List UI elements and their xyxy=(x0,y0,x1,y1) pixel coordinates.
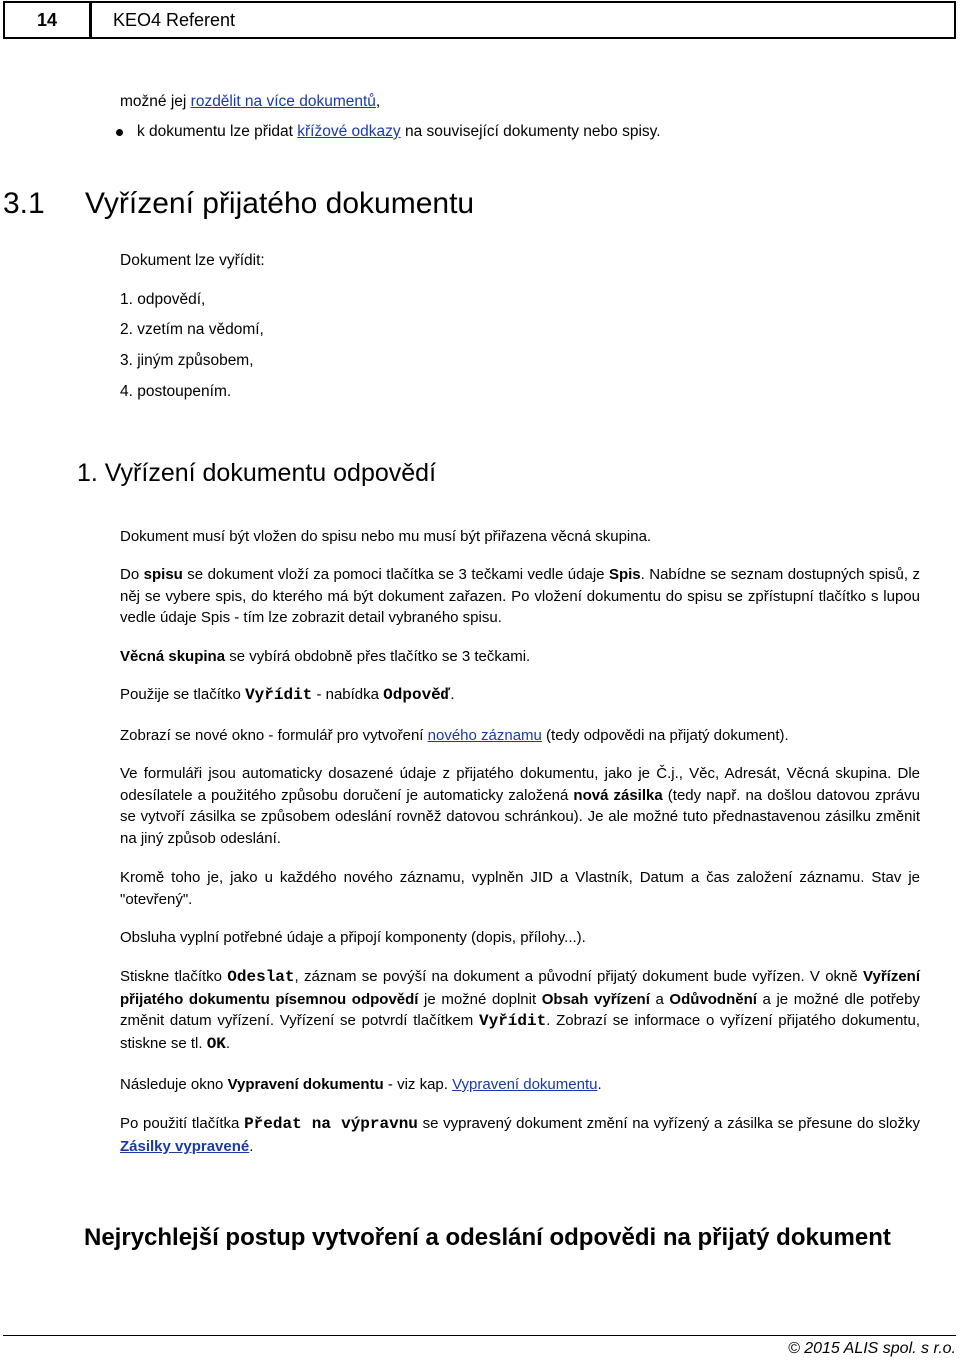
link-zasilky-vypravene[interactable]: Zásilky vypravené xyxy=(120,1137,250,1155)
link-split-document[interactable]: rozdělit na více dokumentů xyxy=(190,93,376,110)
button-name-odeslat: Odeslat xyxy=(227,968,295,986)
paragraph-1: Dokument musí být vložen do spisu nebo mu musí být přiřazena věcná skupina. xyxy=(120,528,652,545)
bullet-icon xyxy=(116,129,123,136)
section2-heading: Nejrychlejší postup vytvoření a odeslání odpovědi na přijatý dokument xyxy=(84,1224,891,1251)
button-name-predat-na-vypravnu: Předat na výpravnu xyxy=(244,1115,418,1133)
list-item: 3. jiným způsobem, xyxy=(120,352,254,369)
paragraph-2: Do spisu se dokument vloží za pomoci tlačítka se 3 tečkami vedle údaje Spis. Nabídne se seznam dostupných spisů, z něj se vybere spis, do kterého má být dokument zařazen. Po vložení dokumentu do spisu se zpřístupní tlačítko s lupou vedle údaje Spis - tím lze zobrazit detail vybraného spisu. xyxy=(120,566,921,627)
button-name-vyridit-2: Vyřídit xyxy=(479,1012,547,1031)
link-vypraveni-dokumentu[interactable]: Vypravení dokumentu xyxy=(452,1076,598,1093)
intro-item-split: možné jej rozdělit na více dokumentů, xyxy=(120,93,381,110)
link-cross-references[interactable]: křížové odkazy xyxy=(297,123,401,140)
paragraph-4: Použije se tlačítko Vyřídit - nabídka Odpověď. xyxy=(120,686,455,704)
footer-divider xyxy=(3,1335,956,1336)
paragraph-5: Zobrazí se nové okno - formulář pro vytvoření nového záznamu (tedy odpovědi na přijatý dokument). xyxy=(120,727,789,744)
button-name-vyridit: Vyřídit xyxy=(245,686,313,704)
list-item: 4. postoupením. xyxy=(120,383,232,400)
paragraph-8: Obsluha vyplní potřebné údaje a připojí komponenty (dopis, přílohy...). xyxy=(120,929,586,946)
list-item: 2. vzetím na vědomí, xyxy=(120,321,264,338)
paragraph-11: Po použití tlačítka Předat na výpravnu se vypravený dokument změní na vyřízený a zásilka se přesune do složky Zásilky vypravené. xyxy=(120,1115,921,1155)
paragraph-6: Ve formuláři jsou automaticky dosazené údaje z přijatého dokumentu, jako je Č.j., Věc, Adresát, Věcná skupina. Dle odesílatele a použitého způsobu doručení je automaticky založená nová zásilka (tedy např. na došlou datovou zprávu se vytvoří zásilka se způsobem odeslání rovněž datovou schránkou). Je ale možné tuto přednastavenou zásilku změnit na jiný způsob odeslání. xyxy=(120,765,920,847)
paragraph-9: Stiskne tlačítko Odeslat, záznam se povýší na dokument a původní přijatý dokument bude vyřízen. V okně Vyřízení přijatého dokumentu písemnou odpovědí je možné doplnit Obsah vyřízení a Odůvodnění a je možné dle potřeby změnit datum vyřízení. Vyřízení se potvrdí tlačítkem Vyřídit. Zobrazí se informace o vyřízení přijatého dokumentu, stiskne se tl. OK. xyxy=(120,968,921,1053)
paragraph-3: Věcná skupina se vybírá obdobně přes tlačítko se 3 tečkami. xyxy=(120,648,531,665)
list-item: 1. odpovědí, xyxy=(120,291,206,308)
section-lead: Dokument lze vyřídit: xyxy=(120,252,265,269)
button-name-ok: OK xyxy=(206,1034,226,1053)
paragraph-10: Následuje okno Vypravení dokumentu - viz kap. Vypravení dokumentu. xyxy=(120,1076,602,1093)
footer-copyright: © 2015 ALIS spol. s r.o. xyxy=(787,1340,956,1357)
paragraph-7: Kromě toho je, jako u každého nového záznamu, vyplněn JID a Vlastník, Datum a čas založení záznamu. Stav je "otevřený". xyxy=(120,869,920,908)
page-number: 14 xyxy=(3,1,91,39)
section-number: 3.1 xyxy=(3,187,45,220)
intro-item-crossref: k dokumentu lze přidat křížové odkazy na související dokumenty nebo spisy. xyxy=(137,123,661,140)
link-new-record[interactable]: nového záznamu xyxy=(427,727,542,744)
menu-name-odpoved: Odpověď xyxy=(383,686,451,704)
section-heading xyxy=(3,184,474,224)
section-title: Vyřízení přijatého dokumentu xyxy=(85,187,475,220)
subsection-heading: 1. Vyřízení dokumentu odpovědí xyxy=(77,459,437,487)
running-header-title: KEO4 Referent xyxy=(90,1,956,39)
